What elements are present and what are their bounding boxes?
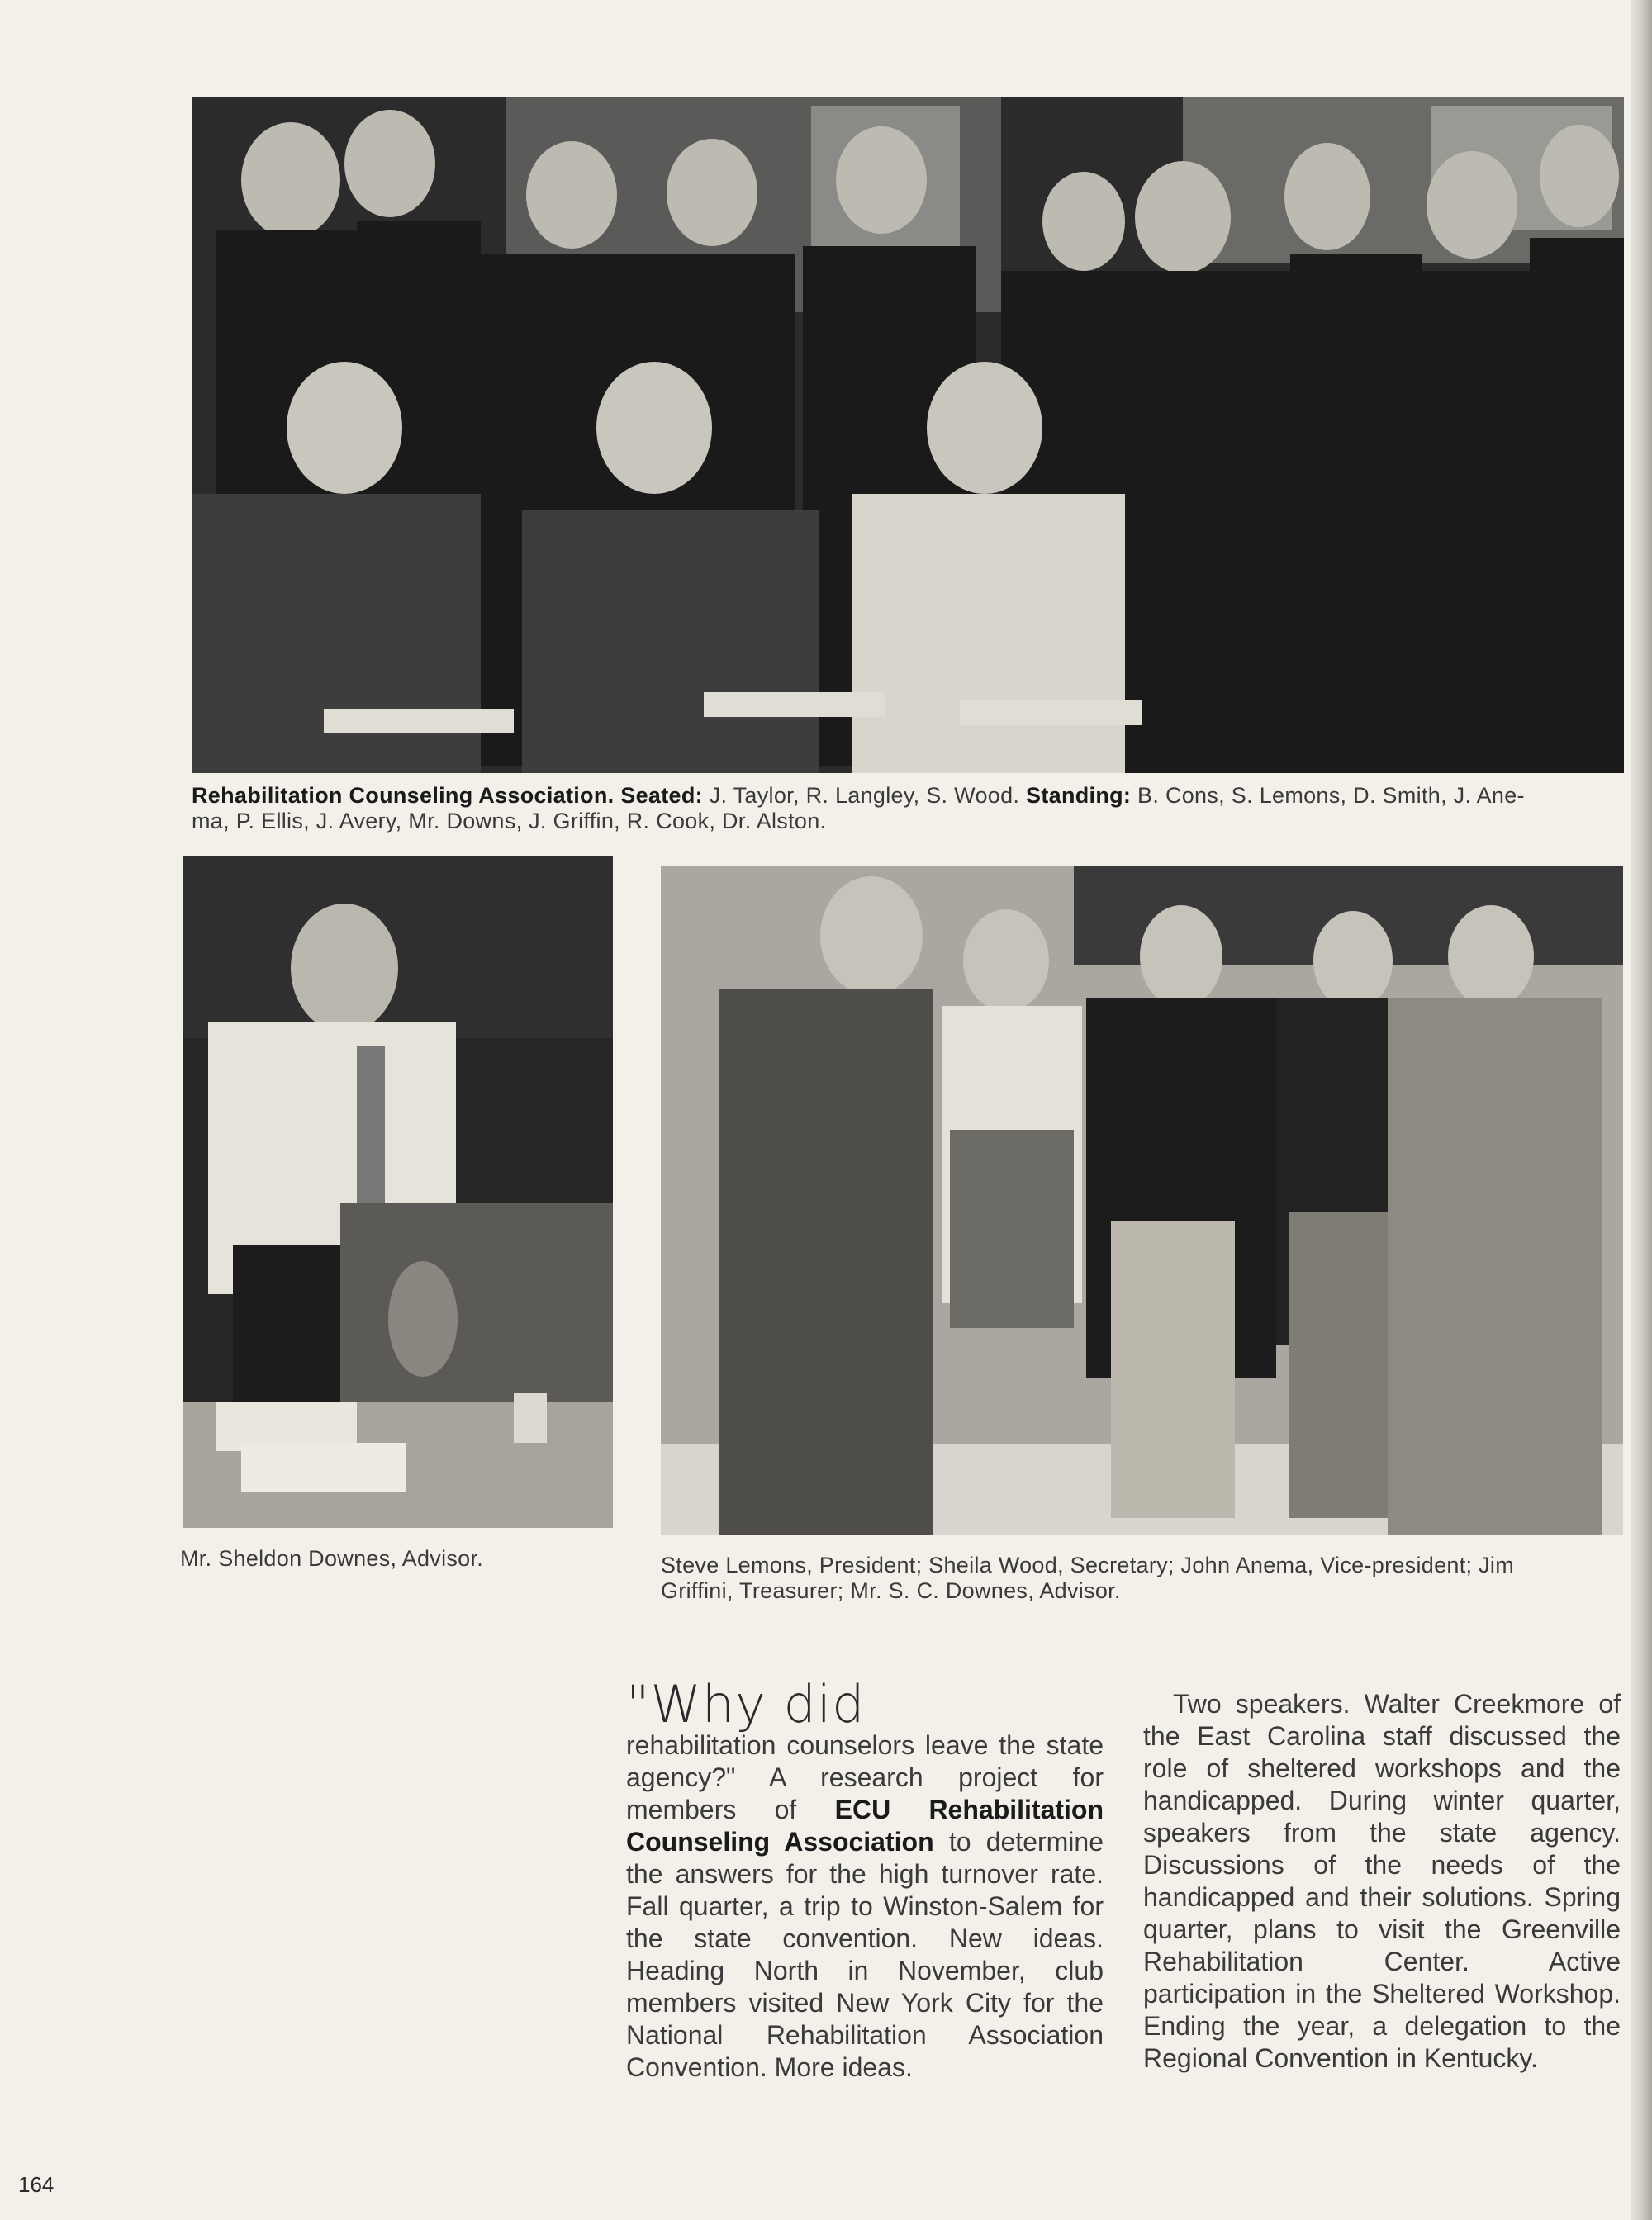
article-org-name: ECU Rehabilitation Counseling Association (626, 1795, 1104, 1857)
officers-caption-line-2: Griffini, Treasurer; Mr. S. C. Downes, Advisor. (661, 1578, 1121, 1603)
article-col1-text (626, 1729, 1104, 2084)
group-photo (192, 97, 1624, 773)
article-col1-intro: rehabilitation counselors leave the state agency?" A research project for members of (626, 1730, 1104, 1824)
officers-photo (661, 866, 1623, 1535)
page-edge-shadow (1631, 0, 1652, 2220)
group-photo-caption (192, 783, 1629, 834)
group-caption-line-2: ma, P. Ellis, J. Avery, Mr. Downs, J. Griffin, R. Cook, Dr. Alston. (192, 809, 827, 833)
group-photo-art (192, 97, 1624, 773)
group-caption-org: Rehabilitation Counseling Association. (192, 783, 615, 808)
article-col2-text: Two speakers. Walter Creekmore of the East Carolina staff discussed the role of sheltered workshops and the handicapped. During winter quarter, speakers from the state agency. Discussions of the needs of the handicapped and their solutions. Spring quarter, plans to visit the Greenville Rehabilitation Center. Active participation in the Sheltered Workshop. Ending the year, a delegation to the Regional Convention in Kentucky. (1143, 1689, 1621, 2073)
article-heading: "Why did (626, 1674, 866, 1734)
group-caption-line-1 (192, 783, 1629, 809)
advisor-caption: Mr. Sheldon Downes, Advisor. (180, 1546, 484, 1571)
page-number: 164 (18, 2172, 55, 2197)
article-column-2 (1143, 1688, 1621, 2075)
article-column-1 (626, 1674, 1104, 2084)
article-col1-rest: to determine the answers for the high turnover rate. Fall quarter, a trip to Winston-Salem for the state convention. New ideas. Heading North in November, club members visited New York City for the National Rehabilitation Association Convention. More ideas. (626, 1827, 1104, 2082)
officers-photo-art (661, 866, 1623, 1535)
officers-caption (661, 1553, 1619, 1604)
group-caption-seated: J. Taylor, R. Langley, S. Wood. (709, 783, 1020, 808)
group-caption-seated-label: Seated: (620, 783, 703, 808)
advisor-photo-art (183, 856, 613, 1528)
group-caption-standing-1: B. Cons, S. Lemons, D. Smith, J. Ane- (1137, 783, 1525, 808)
advisor-photo (183, 856, 613, 1528)
group-caption-standing-label: Standing: (1026, 783, 1132, 808)
officers-caption-line-1: Steve Lemons, President; Sheila Wood, Secretary; John Anema, Vice-president; Jim (661, 1553, 1515, 1577)
